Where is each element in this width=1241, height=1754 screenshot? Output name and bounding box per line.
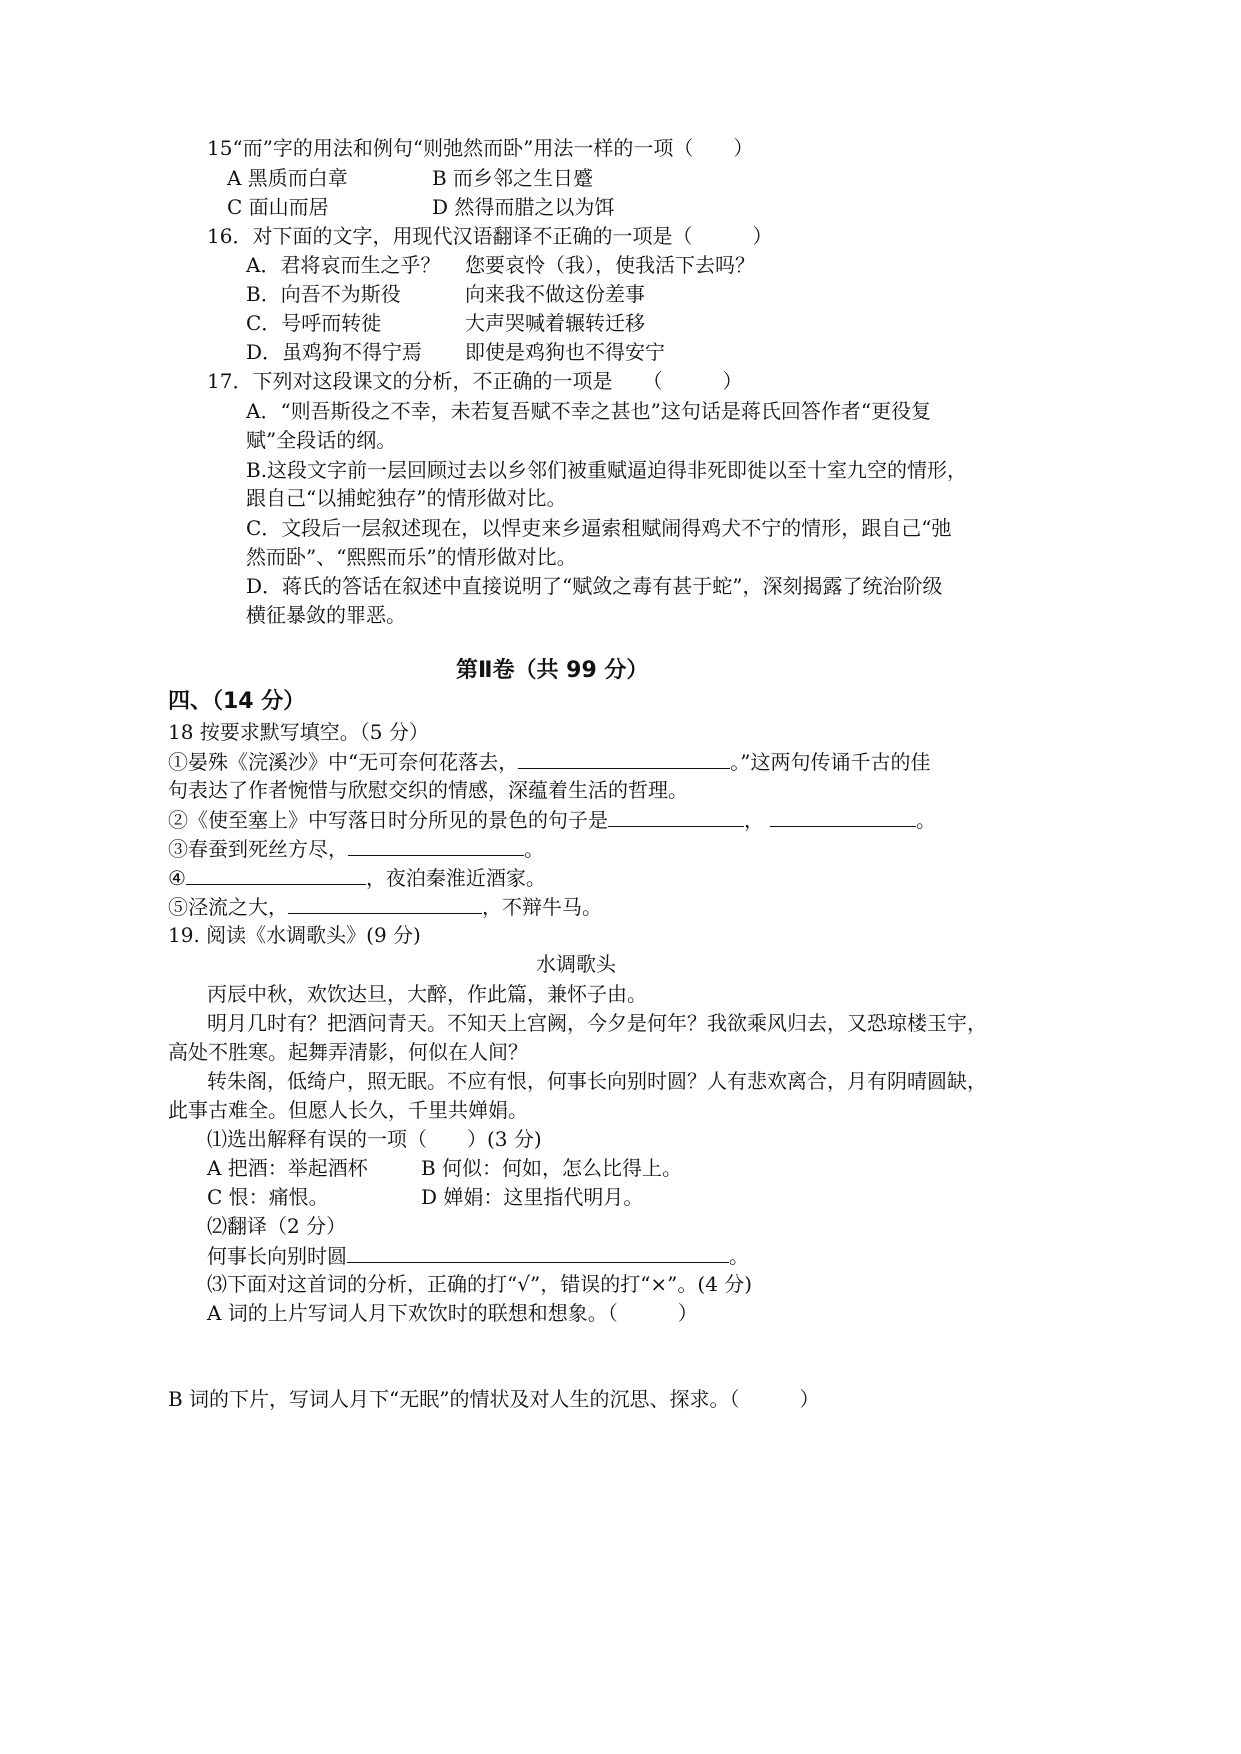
q16-stem: 16．对下面的文字，用现代汉语翻译不正确的一项是（ ） [207,224,773,248]
q19-sub3-option-a: A 词的上片写词人月下欢饮时的联想和想象。（ ） [207,1301,698,1325]
q16-option-d-translation: 即使是鸡狗也不得安宁 [465,340,665,364]
q19-sub1-option-b: B 何似：何如，怎么比得上。 [421,1156,683,1180]
fill-blank-1[interactable] [518,749,730,769]
q15-option-b: B 而乡邻之生日蹙 [432,166,594,190]
q15-option-a: A 黑质而白章 [227,166,348,190]
q18-stem: 18 按要求默写填空。（5 分） [168,720,429,744]
fill-blank-4[interactable] [348,836,524,856]
q16-option-c-source: C．号呼而转徙 [246,311,382,335]
q16-option-d-source: D．虽鸡狗不得宁焉 [246,340,423,364]
q19-sub1-option-d: D 婵娟：这里指代明月。 [421,1185,644,1209]
q17-stem: 17．下列对这段课文的分析，不正确的一项是 （ ） [207,369,743,393]
q19-sub1-option-a: A 把酒：举起酒杯 [207,1156,368,1180]
q19-sub1-stem: ⑴选出解释有误的一项（ ）(3 分) [207,1127,542,1151]
q17-option-c-line1: C．文段后一层叙述现在，以悍吏来乡逼索租赋闹得鸡犬不宁的情形，跟自己“弛 [246,516,952,540]
q17-option-b-line1: B.这段文字前一层回顾过去以乡邻们被重赋逼迫得非死即徙以至十室九空的情形， [246,458,968,482]
q19-stem: 19. 阅读《水调歌头》(9 分) [168,923,421,947]
poem-stanza2-line2: 此事古难全。但愿人长久，千里共婵娟。 [168,1098,528,1122]
poem-title: 水调歌头 [536,952,616,976]
part2-title: 第Ⅱ卷（共 99 分） [456,658,649,683]
q16-option-b-source: B．向吾不为斯役 [246,282,401,306]
q17-option-a-line1: A．“则吾斯役之不幸，未若复吾赋不幸之甚也”这句话是蒋氏回答作者“更役复 [246,399,932,423]
q19-sub3-option-b: B 词的下片，写词人月下“无眠”的情状及对人生的沉思、探求。（ ） [168,1387,820,1411]
q16-option-a-source: A．君将哀而生之乎？ [246,253,441,277]
poem-stanza1-line2: 高处不胜寒。起舞弄清影，何似在人间？ [168,1040,528,1064]
q19-sub1-option-c: C 恨：痛恨。 [207,1185,329,1209]
q17-option-c-line2: 然而卧”、“熙熙而乐”的情形做对比。 [246,545,577,569]
q18-line1: ①晏殊《浣溪沙》中“无可奈何花落去， 。”这两句传诵千古的佳 [168,750,931,774]
poem-preface: 丙辰中秋，欢饮达旦，大醉，作此篇，兼怀子由。 [207,982,647,1006]
q15-stem: 15“而”字的用法和例句“则弛然而卧”用法一样的一项（ ） [207,136,754,160]
q19-sub2-line: 何事长向别时圆 。 [207,1244,749,1268]
q19-sub3-stem: ⑶下面对这首词的分析，正确的打“√”，错误的打“×”。(4 分) [207,1272,753,1296]
poem-stanza1-line1: 明月几时有？把酒问青天。不知天上宫阙，今夕是何年？我欲乘风归去，又恐琼楼玉宇， [207,1011,987,1035]
q17-option-d-line2: 横征暴敛的罪恶。 [246,603,406,627]
translation-blank[interactable] [347,1243,729,1263]
q18-line3: ②《使至塞上》中写落日时分所见的景色的句子是 ， 。 [168,808,936,832]
q17-option-d-line1: D．蒋氏的答话在叙述中直接说明了“赋敛之毒有甚于蛇”，深刻揭露了统治阶级 [246,574,943,598]
q18-line4: ③春蚕到死丝方尽， 。 [168,837,544,861]
q18-line2: 句表达了作者惋惜与欣慰交织的情感，深蕴着生活的哲理。 [168,778,688,802]
q18-line5: ④ ，夜泊秦淮近酒家。 [168,866,546,890]
poem-stanza2-line1: 转朱阁，低绮户，照无眠。不应有恨，何事长向别时圆？人有悲欢离合，月有阴晴圆缺， [207,1069,987,1093]
q16-option-a-translation: 您要哀怜（我），使我活下去吗？ [465,253,755,277]
fill-blank-6[interactable] [288,894,482,914]
fill-blank-3[interactable] [770,807,916,827]
q18-line6: ⑤泾流之大， ，不辩牛马。 [168,895,602,919]
q17-option-a-line2: 赋”全段话的纲。 [246,428,397,452]
q19-sub2-stem: ⑵翻译（2 分） [207,1214,347,1238]
q15-option-c: C 面山而居 [227,195,329,219]
q17-option-b-line2: 跟自己“以捕蛇独存”的情形做对比。 [246,486,567,510]
q15-option-d: D 然得而腊之以为饵 [432,195,615,219]
fill-blank-5[interactable] [186,865,366,885]
q16-option-b-translation: 向来我不做这份差事 [465,282,645,306]
section4-title: 四、（14 分） [168,689,306,714]
q16-option-c-translation: 大声哭喊着辗转迁移 [465,311,645,335]
fill-blank-2[interactable] [608,807,744,827]
